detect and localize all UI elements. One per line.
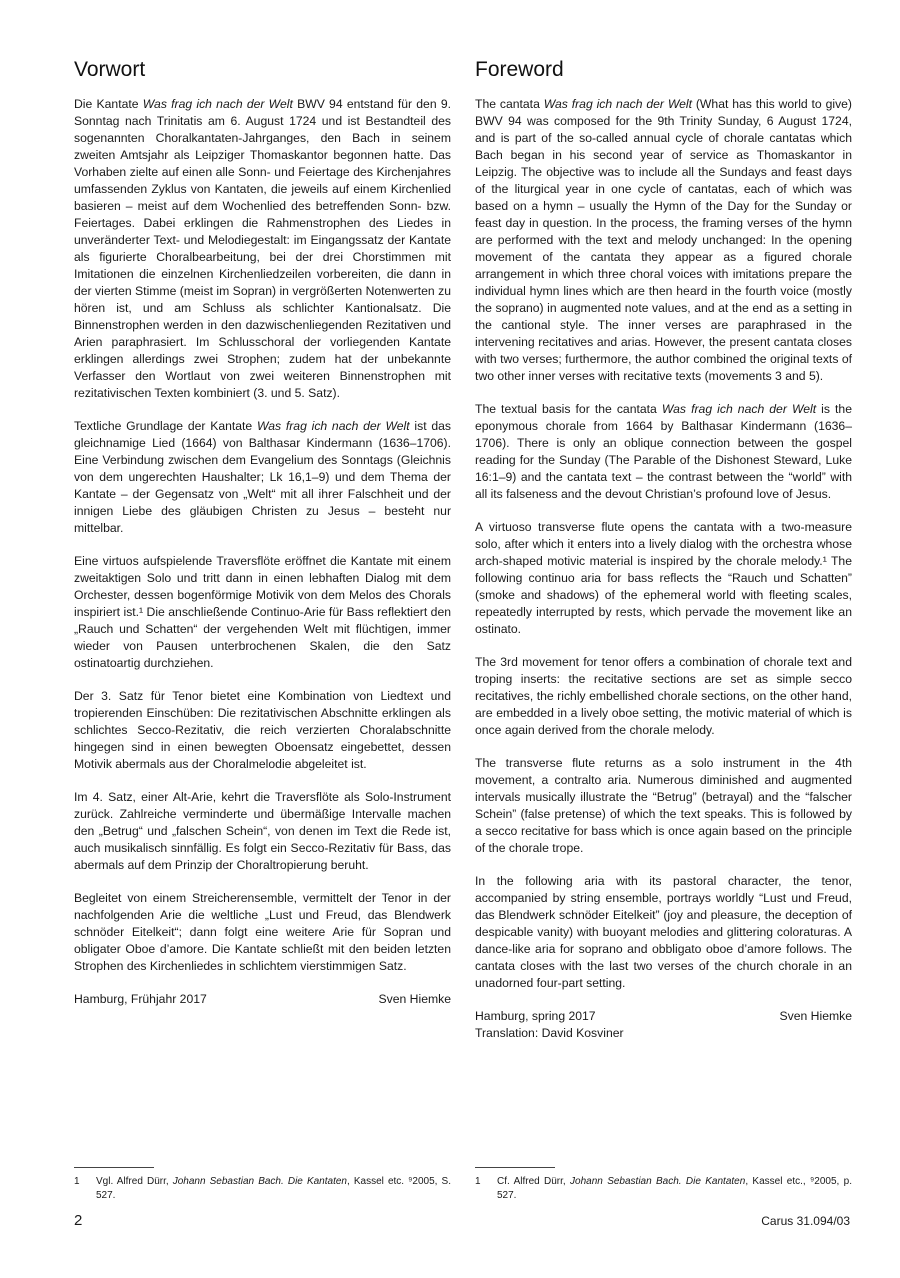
author: Sven Hiemke	[779, 1009, 852, 1023]
footnote-english: 1 Cf. Alfred Dürr, Johann Sebastian Bach. Die Kantaten, Kassel etc., ⁹2005, p. 527.	[475, 1176, 853, 1201]
german-column	[74, 58, 451, 1008]
paragraph: The 3rd movement for tenor offers a combination of chorale text and troping inserts: the recitative sections are set as simple secco recitatives, the richly embellished chorale sections, on the other hand, are embedded in a lively oboe setting, the motivic material of which is once again derived from the chorale melody.	[475, 655, 852, 737]
paragraph: The cantata Was frag ich nach der Welt (What has this world to give) BWV 94 was composed for the 9th Trinity Sunday, 6 August 1724, and is part of the so-called annual cycle of chorale cantatas which Bach began in his second year of service as Thomaskantor in Leipzig. The objective was to include all the Sundays and feast days of the liturgical year in one cycle of cantatas, each of which was based on a hymn – usually the Hymn of the Day for the Sunday or feast day in question. In the process, the framing verses of the hymn are performed with the text and melody unchanged: In the opening movement of the cantata they appear as a figured chorale arrangement in which three choral voices with imitations prepare the individual hymn lines which are then heard in the fourth voice (mostly the soprano) in augmented note values, and at the end as a setting in the cantional style. The inner verses are paraphrased in the intervening recitatives and arias. However, the present cantata closes with two verses; furthermore, the author combined the original texts of two other inner verses with recitative texts (movements 3 and 5).	[475, 97, 852, 383]
paragraph: A virtuoso transverse flute opens the cantata with a two-measure solo, after which it enters into a lively dialog with the orchestra whose arch-shaped motivic material is inspired by the chorale melody.¹ The following continuo aria for bass reflects the “Rauch und Schatten” (smoke and shadows) of the ephemeral world with fleeting scales, repeatedly interrupted by rests, which pervade the movement like an ostinato.	[475, 520, 852, 636]
paragraph: Textliche Grundlage der Kantate Was frag ich nach der Welt ist das gleichnamige Lied (1664) von Balthasar Kindermann (1636–1706). Eine Verbindung zwischen dem Evangelium des Sonntags (Gleichnis von dem ungerechten Haushalter; Lk 16,1–9) und dem Thema der Kantate – der Gegensatz von „Welt“ mit all ihrer Falschheit und der innigen Liebe des gläubigen Christen zu Jesus – besteht nur mittelbar.	[74, 419, 451, 535]
footnote-rule	[74, 1167, 154, 1168]
signature-line	[74, 991, 451, 1008]
signature-line	[475, 1008, 852, 1025]
heading-vorwort: Vorwort	[74, 58, 146, 81]
catalog-number: Carus 31.094/03	[761, 1214, 850, 1228]
place-date: Hamburg, spring 2017	[475, 1009, 596, 1023]
footnote-number: 1	[74, 1176, 80, 1187]
paragraph: Die Kantate Was frag ich nach der Welt BWV 94 entstand für den 9. Sonntag nach Trinitatis am 6. August 1724 und ist Bestandteil des sogenannten Choralkantaten-Jahrganges, den Bach in seinem zweiten Amtsjahr als Leipziger Thomaskantor begonnen hatte. Das Vorhaben zielte auf einen alle Sonn- und Feiertage des Kirchenjahres umfassenden Zyklus von Kantaten, die jeweils auf einem Kirchenlied basieren – meist auf dem Wochenlied des betreffenden Sonn- bzw. Feiertages. Dabei erklingen die Rahmenstrophen des Liedes in unveränderter Text- und Melodiegestalt: im Eingangssatz der Kantate als figurierte Choralbearbeitung, bei der drei Chorstimmen mit Imitationen die einzelnen Kirchenliedzeilen vorbereiten, die dann in der vierten Stimme (meist im Sopran) in vergrößerten Notenwerten zu hören ist, und am Schluss als schlichter Kantionalsatz. Die Binnenstrophen werden in den dazwischenliegenden Rezitativen und Arien paraphrasiert. Im Schlusschoral der vorliegenden Kantate erklingen allerdings zwei Strophen; zudem hat der unbekannte Verfasser den Wortlaut von zwei weiteren Binnenstrophen mit rezitativischen Texten kombiniert (3. und 5. Satz).	[74, 97, 451, 400]
page-number: 2	[74, 1212, 83, 1229]
paragraph: The transverse flute returns as a solo instrument in the 4th movement, a contralto aria. Numerous diminished and augmented intervals musically illustrate the “Betrug” (betrayal) and the “falscher Schein” (false pretense) of which the text speaks. This is followed by a secco recitative for bass which is once again based on the principle of the chorale trope.	[475, 756, 852, 855]
footnote-number: 1	[475, 1176, 481, 1187]
footnote-rule	[475, 1167, 555, 1168]
paragraph: Begleitet von einem Streicherensemble, vermittelt der Tenor in der nachfolgenden Arie die weltliche „Lust und Freud, das Blendwerk schnöder Eitelkeit“; dann folgt eine weitere Arie für Sopran und obligater Oboe d’amore. Die Kantate schließt mit den beiden letzten Strophen des Kirchenliedes in schlichtem vierstimmigen Satz.	[74, 891, 451, 973]
paragraph: In the following aria with its pastoral character, the tenor, accompanied by string ensemble, portrays worldly “Lust und Freud, das Blendwerk schnöder Eitelkeit” (joy and pleasure, the deception of despicable vanity) with buoyant melodies and glittering coloraturas. A dance-like aria for soprano and obbligato oboe d’amore follows. The cantata closes with the last two verses of the church chorale in an unadorned four-part setting.	[475, 874, 852, 990]
author: Sven Hiemke	[378, 992, 451, 1006]
paragraph: Eine virtuos aufspielende Traversflöte eröffnet die Kantate mit einem zweitaktigen Solo und tritt dann in einen lebhaften Dialog mit dem Orchester, dessen bogenförmige Motivik von dem Melos des Chorals inspiriert ist.¹ Die anschließende Continuo-Arie für Bass reflektiert den „Rauch und Schatten“ der vergehenden Welt mit flüchtigen, immer wieder von Pausen unterbrochenen Skalen, die den Satz ostinatoartig durchziehen.	[74, 554, 451, 670]
heading-foreword: Foreword	[475, 58, 564, 81]
place-date: Hamburg, Frühjahr 2017	[74, 992, 207, 1006]
english-column	[475, 58, 852, 1042]
paragraph: Im 4. Satz, einer Alt-Arie, kehrt die Traversflöte als Solo-Instrument zurück. Zahlreiche verminderte und übermäßige Intervalle machen den „Betrug“ und „falschen Schein“, von denen im Text die Rede ist, auch musikalisch sinnfällig. Es folgt ein Secco-Rezitativ für Bass, das abermals auf dem Prinzip der Choraltropierung beruht.	[74, 790, 451, 872]
translation-credit: Translation: David Kosviner	[475, 1026, 624, 1040]
paragraph: The textual basis for the cantata Was frag ich nach der Welt is the eponymous chorale from 1664 by Balthasar Kindermann (1636–1706). There is only an oblique connection between the gospel reading for the Sunday (The Parable of the Dishonest Steward, Luke 16:1–9) and the cantata text – the contrast between the “world” with all its falseness and the devout Christian’s profound love of Jesus.	[475, 402, 852, 501]
footnote-german: 1 Vgl. Alfred Dürr, Johann Sebastian Bach. Die Kantaten, Kassel etc. ⁹2005, S. 527.	[74, 1176, 451, 1201]
paragraph: Der 3. Satz für Tenor bietet eine Kombination von Liedtext und tropierenden Einschüben: Die rezitativischen Abschnitte erklingen als schlichtes Secco-Rezitativ, die reich verzierten Choralabschnitte hingegen sind in einen bewegten Oboensatz eingebettet, dessen Motivik abermals aus der Choralmelodie abgeleitet ist.	[74, 689, 451, 771]
